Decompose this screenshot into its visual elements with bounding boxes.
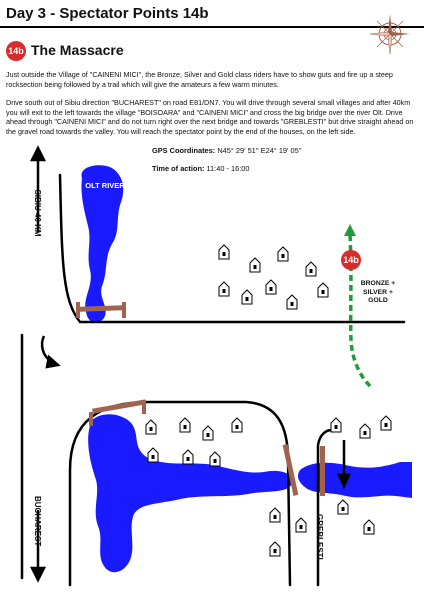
- sibiu-direction-label: SIBIU 40 KM: [33, 189, 42, 237]
- gps-value: N45° 29' 51'' E24° 19' 05'': [217, 146, 302, 155]
- intro-paragraph: Just outside the Village of "CAINENI MICI", the Bronze, Silver and Gold class riders have to show guts and fire up a steep rocksection being followed by a trail which will give the amateurs a few warm minutes.: [6, 70, 393, 89]
- gps-label: GPS Coordinates:: [152, 146, 216, 155]
- greblesti-direction-label: GREBLESTI: [315, 514, 324, 560]
- map-marker-badge: 14b: [341, 250, 361, 270]
- time-value: 11:40 - 16:00: [206, 164, 250, 173]
- section-title: The Massacre: [31, 42, 124, 58]
- arrow-icon: [32, 148, 349, 580]
- roads: [22, 175, 404, 585]
- directions-paragraph: Drive south out of Sibiu direction "BUCHAREST" on road E81/DN7. You will drive through several small villages and after 40km you will exit to the left towards the village "BOISOARA" and "CAINENI MICI" and cross the big bridge over the river Olt. Drive ahead through "CAINENI MICI" and do not turn right over the next bridge and towards "GREBLESTI" but drive straight ahead on the gravel road towards the valley. You will reach the spectator point by the end of the houses, on the left side.: [6, 98, 414, 136]
- spectator-point-badge: 14b: [6, 41, 26, 61]
- classes-label: BRONZE + SILVER + GOLD: [360, 280, 396, 304]
- olt-river-label: OLT RIVER: [85, 181, 125, 190]
- page-title: Day 3 - Spectator Points 14b: [6, 5, 209, 22]
- time-label: Time of action:: [152, 164, 205, 173]
- bucharest-direction-label: BUCHAREST: [33, 496, 42, 547]
